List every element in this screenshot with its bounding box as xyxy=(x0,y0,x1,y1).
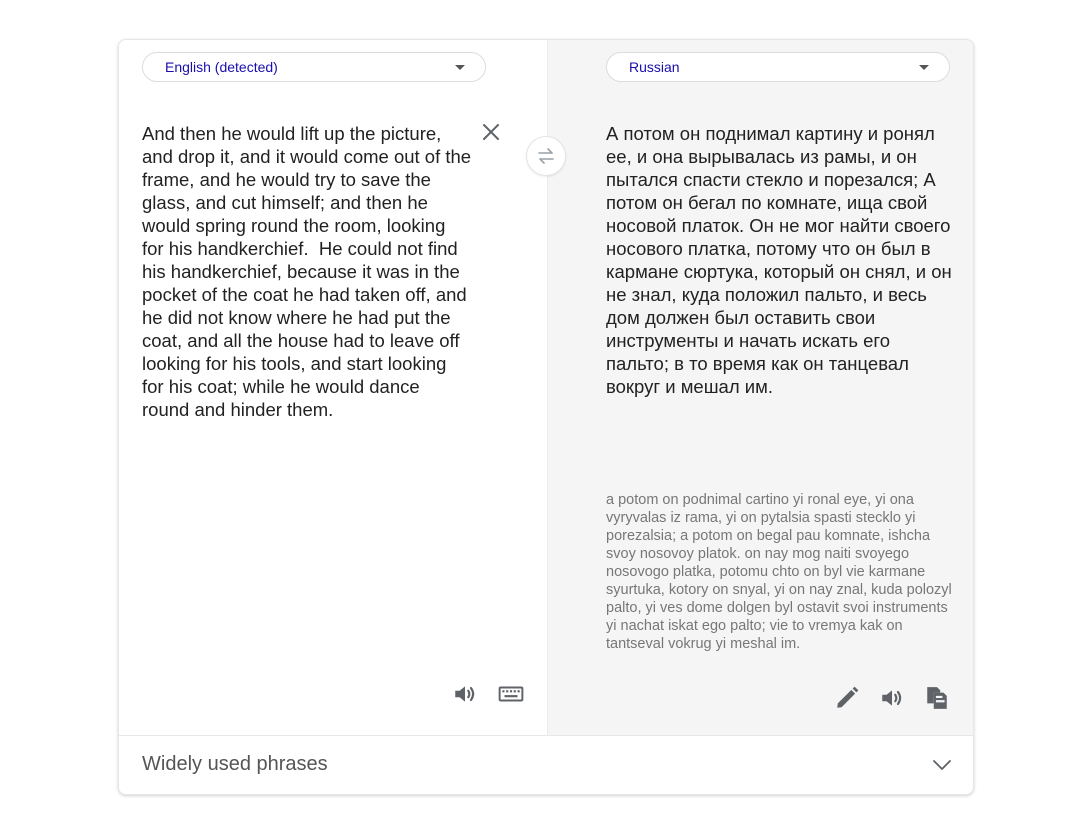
swap-icon xyxy=(537,147,555,165)
swap-languages-button[interactable] xyxy=(526,136,566,176)
caret-down-icon xyxy=(455,65,465,70)
widely-used-phrases-label: Widely used phrases xyxy=(142,753,328,775)
speaker-icon xyxy=(452,681,478,707)
widely-used-phrases-toggle[interactable] xyxy=(119,735,974,795)
source-language-select[interactable] xyxy=(142,52,486,82)
translation-output: А потом он поднимал картину и ронял ее, и она вырывалась из рамы, и он пытался спасти стекло и порезался; А потом он бегал по комнате, ища свой носовой платок. Он не мог найти своего носового платка, потому что он был в кармане сюртука, который он снял, и он не знал, куда положил пальто, и весь дом должен был оставить свои инструменты и начать искать его пальто; в то время как он танцевал вокруг и мешал им. xyxy=(606,123,957,397)
target-pane xyxy=(547,40,974,735)
speaker-icon xyxy=(879,685,905,711)
keyboard-icon xyxy=(498,681,524,707)
source-pane xyxy=(119,40,547,735)
edit-translation-button[interactable] xyxy=(833,684,861,712)
source-language-label: English (detected) xyxy=(165,59,278,75)
clear-button[interactable] xyxy=(481,122,501,142)
listen-translation-button[interactable] xyxy=(878,684,906,712)
caret-down-icon xyxy=(919,65,929,70)
keyboard-button[interactable] xyxy=(497,680,525,708)
listen-source-button[interactable] xyxy=(451,680,479,708)
close-icon xyxy=(481,122,501,142)
transliteration-text: a potom on podnimal cartino yi ronal eye, yi ona vyryvalas iz rama, yi on pytalsia spasti stecklo yi porezalsia; a potom on begal pau komnate, ishcha svoy nosovoy platok. on nay mog naiti svoyego nosovogo platka, potomu chto on byl vie karmane syurtuka, kotory on snyal, yi on nay znal, kuda polozyl palto, yi ves dome dolgen byl ostavit svoi instruments yi nachat iskat ego palto; vie to vremya kak on tantseval vokrug yi meshal im. xyxy=(606,492,952,652)
target-language-select[interactable] xyxy=(606,52,950,82)
chevron-down-icon xyxy=(931,754,953,776)
target-language-label: Russian xyxy=(629,59,680,75)
translate-card xyxy=(118,39,974,795)
copy-icon xyxy=(924,685,950,711)
pencil-icon xyxy=(834,685,860,711)
source-text-input[interactable]: And then he would lift up the picture, and drop it, and it would come out of the frame, and he would try to save the glass, and cut himself; and then he would spring round the room, looking for his handkerchief. He could not find his handkerchief, because it was in the pocket of the coat he had taken off, and he did not know where he had put the coat, and all the house had to leave off looking for his tools, and start looking for his coat; while he would dance round and hinder them. xyxy=(142,123,477,420)
copy-translation-button[interactable] xyxy=(923,684,951,712)
